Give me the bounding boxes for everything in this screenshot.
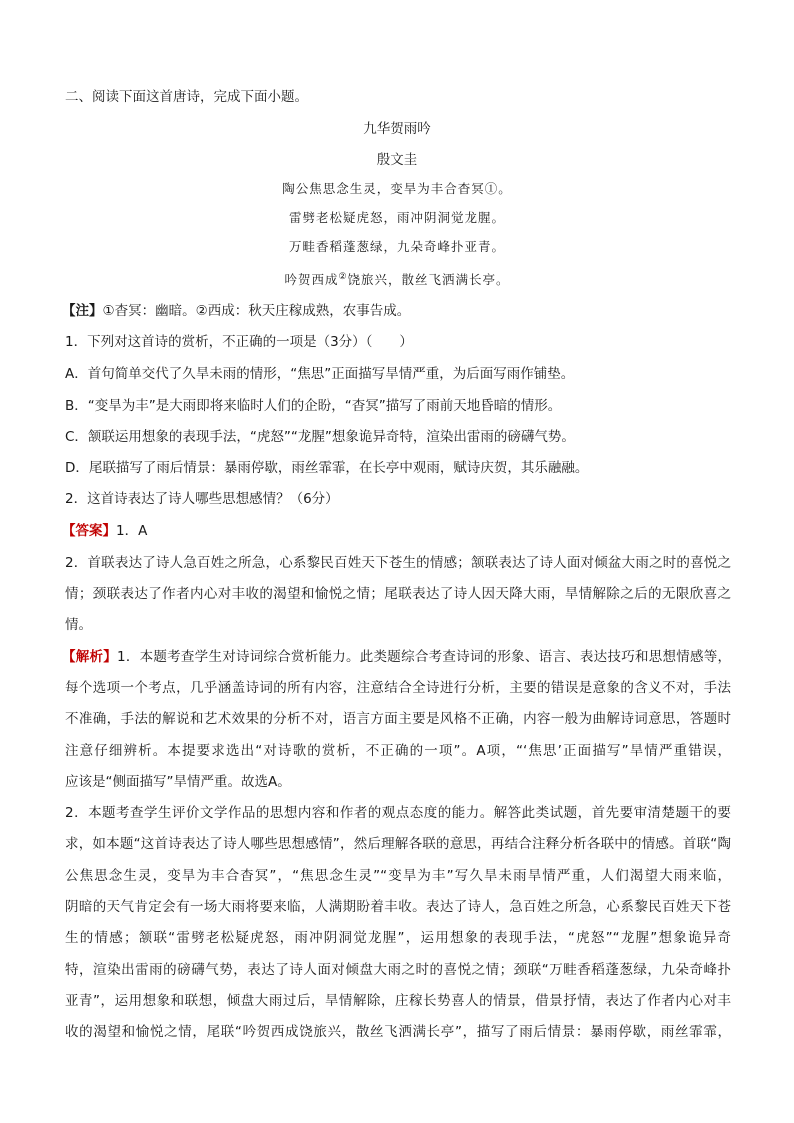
analysis-2-line-1: 2．本题考查学生评价文学作品的思想内容和作者的观点态度的能力。解答此类试题，首先要审清楚题干的要 — [65, 805, 731, 821]
question-2: 2．这首诗表达了诗人哪些思想感情？（6分） — [65, 491, 339, 507]
analysis-2-line-2: 求，如本题“这首诗表达了诗人哪些思想感情”，然后理解各联的意思，再结合注释分析各联中的情感。首联“陶 — [65, 836, 731, 852]
analysis-2-line-6: 特，渲染出雷雨的磅礴气势，表达了诗人面对倾盘大雨之时的喜悦之情；颈联“万畦香稻蓬葱绿，九朵奇峰扑 — [65, 962, 731, 978]
poem-line-3: 万畦香稻蓬葱绿，九朵奇峰扑亚青。 — [288, 239, 505, 254]
answer-2-line-3: 情。 — [65, 617, 92, 633]
analysis-2-line-5: 生的情感；颔联“雷劈老松疑虎怒，雨冲阴洞觉龙腥”，运用想象的表现手法，“虎怒”“龙腥”想象诡异奇 — [65, 930, 731, 946]
analysis-2-line-3: 公焦思念生灵，变旱为丰合杳冥”，“焦思念生灵”“变旱为丰”写久旱未雨旱情严重，人们渴望大雨来临， — [65, 868, 731, 884]
analysis-1-line-1 — [62, 648, 731, 666]
option-b: B．“变旱为丰”是大雨即将来临时人们的企盼，“杳冥”描写了雨前天地昏暗的情形。 — [65, 398, 562, 414]
analysis-2-line-7: 亚青”，运用想象和联想，倾盘大雨过后，旱情解除，庄稼长势喜人的情景，借景抒情，表达了作者内心对丰 — [65, 993, 731, 1009]
section-heading: 二、阅读下面这首唐诗，完成下面小题。 — [65, 89, 308, 105]
answer-line-1 — [62, 522, 728, 540]
analysis-2-line-4: 阴暗的天气肯定会有一场大雨将要来临，人满期盼着丰收。表达了诗人，急百姓之所急，心系黎民百姓天下苍 — [65, 899, 731, 915]
answer-2-line-1: 2．首联表达了诗人急百姓之所急，心系黎民百姓天下苍生的情感；颔联表达了诗人面对倾盆大雨之时的喜悦之 — [65, 555, 731, 571]
analysis-1-line-3: 不准确，手法的解说和艺术效果的分析不对，语言方面主要是风格不正确，内容一般为曲解诗词意思，答题时 — [65, 711, 731, 727]
note-tag: 【注】 — [62, 303, 103, 319]
poem-title: 九华贺雨吟 — [363, 121, 431, 137]
answer-tag: 【答案】 — [62, 523, 116, 539]
analysis-1-line-4: 注意仔细辨析。本提要求选出“对诗歌的赏析，不正确的一项”。A项，“‘焦思’正面描写”旱情严重错误， — [65, 743, 731, 759]
poem-line-4-part-a: 吟贺西成 — [284, 272, 339, 288]
poem-line-2: 雷劈老松疑虎怒，雨冲阴洞觉龙腥。 — [288, 210, 505, 225]
analysis-tag: 【解析】 — [62, 649, 118, 665]
question-1: 1．下列对这首诗的赏析，不正确的一项是（3分）（ ） — [65, 334, 413, 350]
poem-line-1: 陶公焦思念生灵，变旱为丰合杳冥①。 — [282, 181, 512, 196]
analysis-1-line-1-text: 1．本题考查学生对诗词综合赏析能力。此类题综合考查诗词的形象、语言、表达技巧和思想情感等， — [117, 649, 731, 665]
analysis-1-line-5: 应该是“侧面描写”旱情严重。故选A。 — [65, 774, 291, 790]
poem-line-4 — [0, 268, 794, 289]
answer-2-line-2: 情；颈联表达了作者内心对丰收的渴望和愉悦之情；尾联表达了诗人因天降大雨，旱情解除之后的无限欣喜之 — [65, 586, 731, 602]
poem-author: 殷文圭 — [376, 152, 418, 168]
option-d: D．尾联描写了雨后情景：暴雨停歇，雨丝霏霏，在长亭中观雨，赋诗庆贺，其乐融融。 — [65, 460, 589, 476]
analysis-1-line-2: 每个选项一个考点，几乎涵盖诗词的所有内容，注意结合全诗进行分析，主要的错误是意象的含义不对，手法 — [65, 680, 731, 696]
poem-note — [62, 302, 728, 320]
analysis-2-line-8: 收的渴望和愉悦之情，尾联“吟贺西成饶旅兴，散丝飞洒满长亭”，描写了雨后情景：暴雨停歇，雨丝霏霏， — [65, 1024, 731, 1040]
answer-1: 1．A — [116, 523, 148, 539]
poem-line-4-part-b: 饶旅兴，散丝飞洒满长亭。 — [347, 272, 510, 288]
footnote-marker: ② — [338, 272, 348, 282]
note-text: ①杳冥：幽暗。②西成：秋天庄稼成熟，农事告成。 — [102, 303, 411, 319]
option-a: A．首句简单交代了久旱未雨的情形，“焦思”正面描写旱情严重，为后面写雨作铺垫。 — [65, 366, 575, 382]
option-c: C．颔联运用想象的表现手法，“虎怒”“龙腥”想象诡异奇特，渲染出雷雨的磅礴气势。 — [65, 429, 575, 445]
